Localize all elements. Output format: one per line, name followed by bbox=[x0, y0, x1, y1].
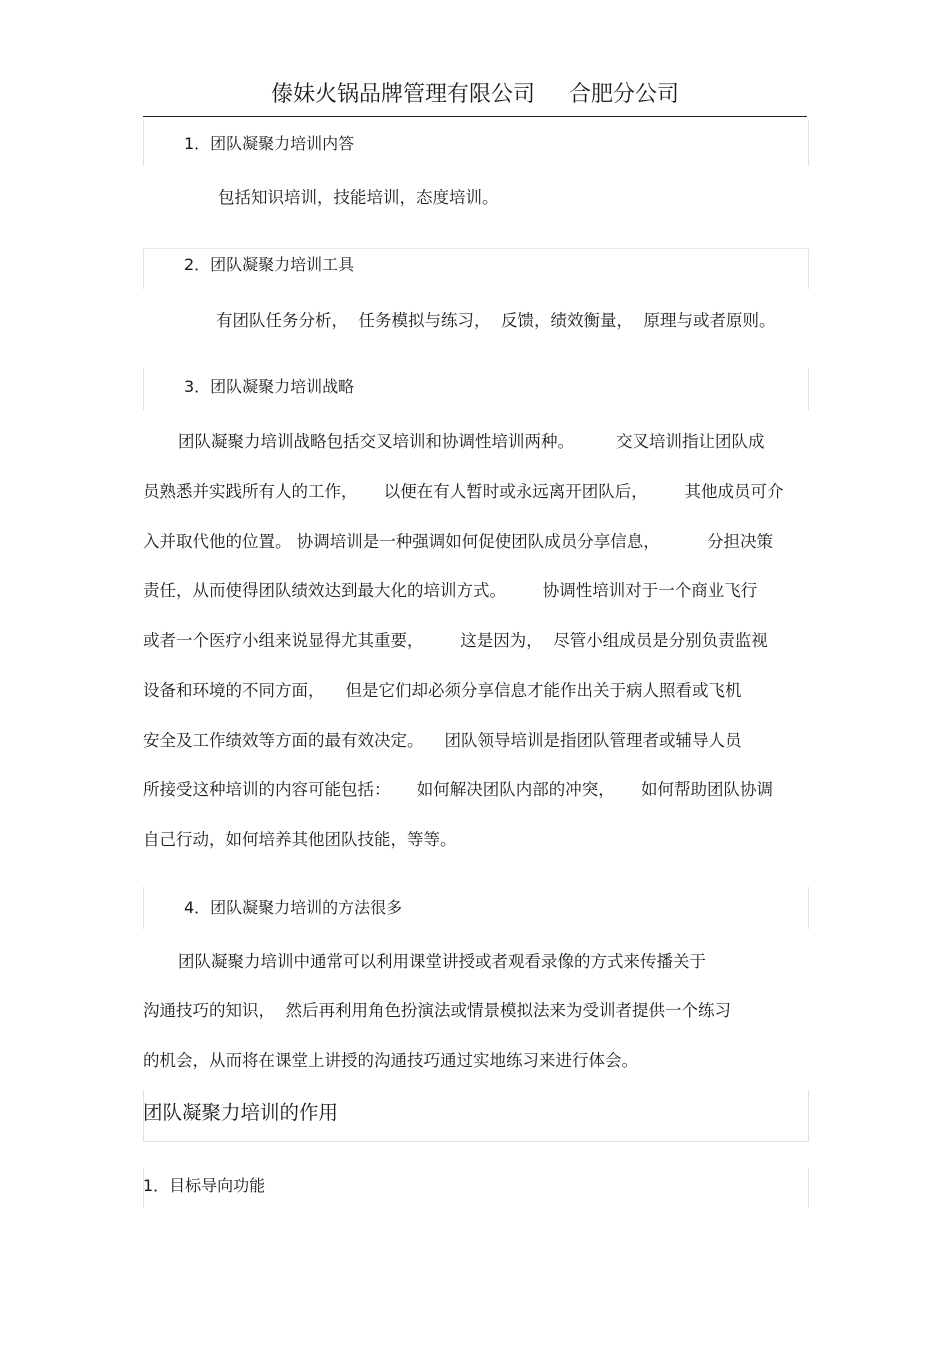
section-title: 团队凝聚力培训的作用 bbox=[143, 1101, 339, 1124]
item-3-body-line: 所接受这种培训的内容可能包括： 如何解决团队内部的冲突， 如何帮助团队协调 bbox=[143, 780, 773, 799]
item-2-body-line: 有团队任务分析， 任务模拟与练习， 反馈，绩效衡量， 原理与或者原则。 bbox=[216, 311, 776, 330]
item-1-heading: 1．团队凝聚力培训内答 bbox=[184, 134, 355, 153]
item-3-body-line: 责任，从而使得团队绩效达到最大化的培训方式。 协调性培训对于一个商业飞行 bbox=[143, 581, 758, 600]
item-4-heading: 4．团队凝聚力培训的方法很多 bbox=[184, 898, 403, 917]
page-header bbox=[143, 78, 807, 117]
item-3-body-line: 员熟悉并实践所有人的工作， 以便在有人暂时或永远离开团队后， 其他成员可介 bbox=[143, 482, 784, 501]
item-3-heading: 3．团队凝聚力培训战略 bbox=[184, 377, 355, 396]
section-item-1-heading: 1．目标导向功能 bbox=[143, 1176, 266, 1195]
item-4-body-line: 沟通技巧的知识， 然后再利用角色扮演法或情景模拟法来为受训者提供一个练习 bbox=[143, 1001, 731, 1020]
company-name: 傣妹火锅品牌管理有限公司 bbox=[270, 82, 535, 107]
item-3-body-line: 或者一个医疗小组来说显得尤其重要， 这是因为， 尽管小组成员是分别负责监视 bbox=[143, 631, 768, 650]
item-2-heading: 2．团队凝聚力培训工具 bbox=[184, 255, 355, 274]
item-4-body-line: 的机会，从而将在课堂上讲授的沟通技巧通过实地练习来进行体会。 bbox=[143, 1051, 638, 1070]
item-3-body-line: 自己行动，如何培养其他团队技能，等等。 bbox=[143, 830, 457, 849]
item-3-body-line: 安全及工作绩效等方面的最有效决定。 团队领导培训是指团队管理者或辅导人员 bbox=[143, 731, 742, 750]
item-4-body-line: 团队凝聚力培训中通常可以利用课堂讲授或者观看录像的方式来传播关于 bbox=[178, 952, 706, 971]
item-3-body-line: 入并取代他的位置。 协调培训是一种强调如何促使团队成员分享信息， 分担决策 bbox=[143, 532, 773, 551]
item-3-body-line: 设备和环境的不同方面， 但是它们却必须分享信息才能作出关于病人照看或飞机 bbox=[143, 681, 742, 700]
branch-name: 合肥分公司 bbox=[569, 82, 680, 107]
item-1-body-line: 包括知识培训，技能培训，态度培训。 bbox=[218, 188, 499, 207]
item-3-body-line: 团队凝聚力培训战略包括交叉培训和协调性培训两种。 交叉培训指让团队成 bbox=[178, 432, 765, 451]
